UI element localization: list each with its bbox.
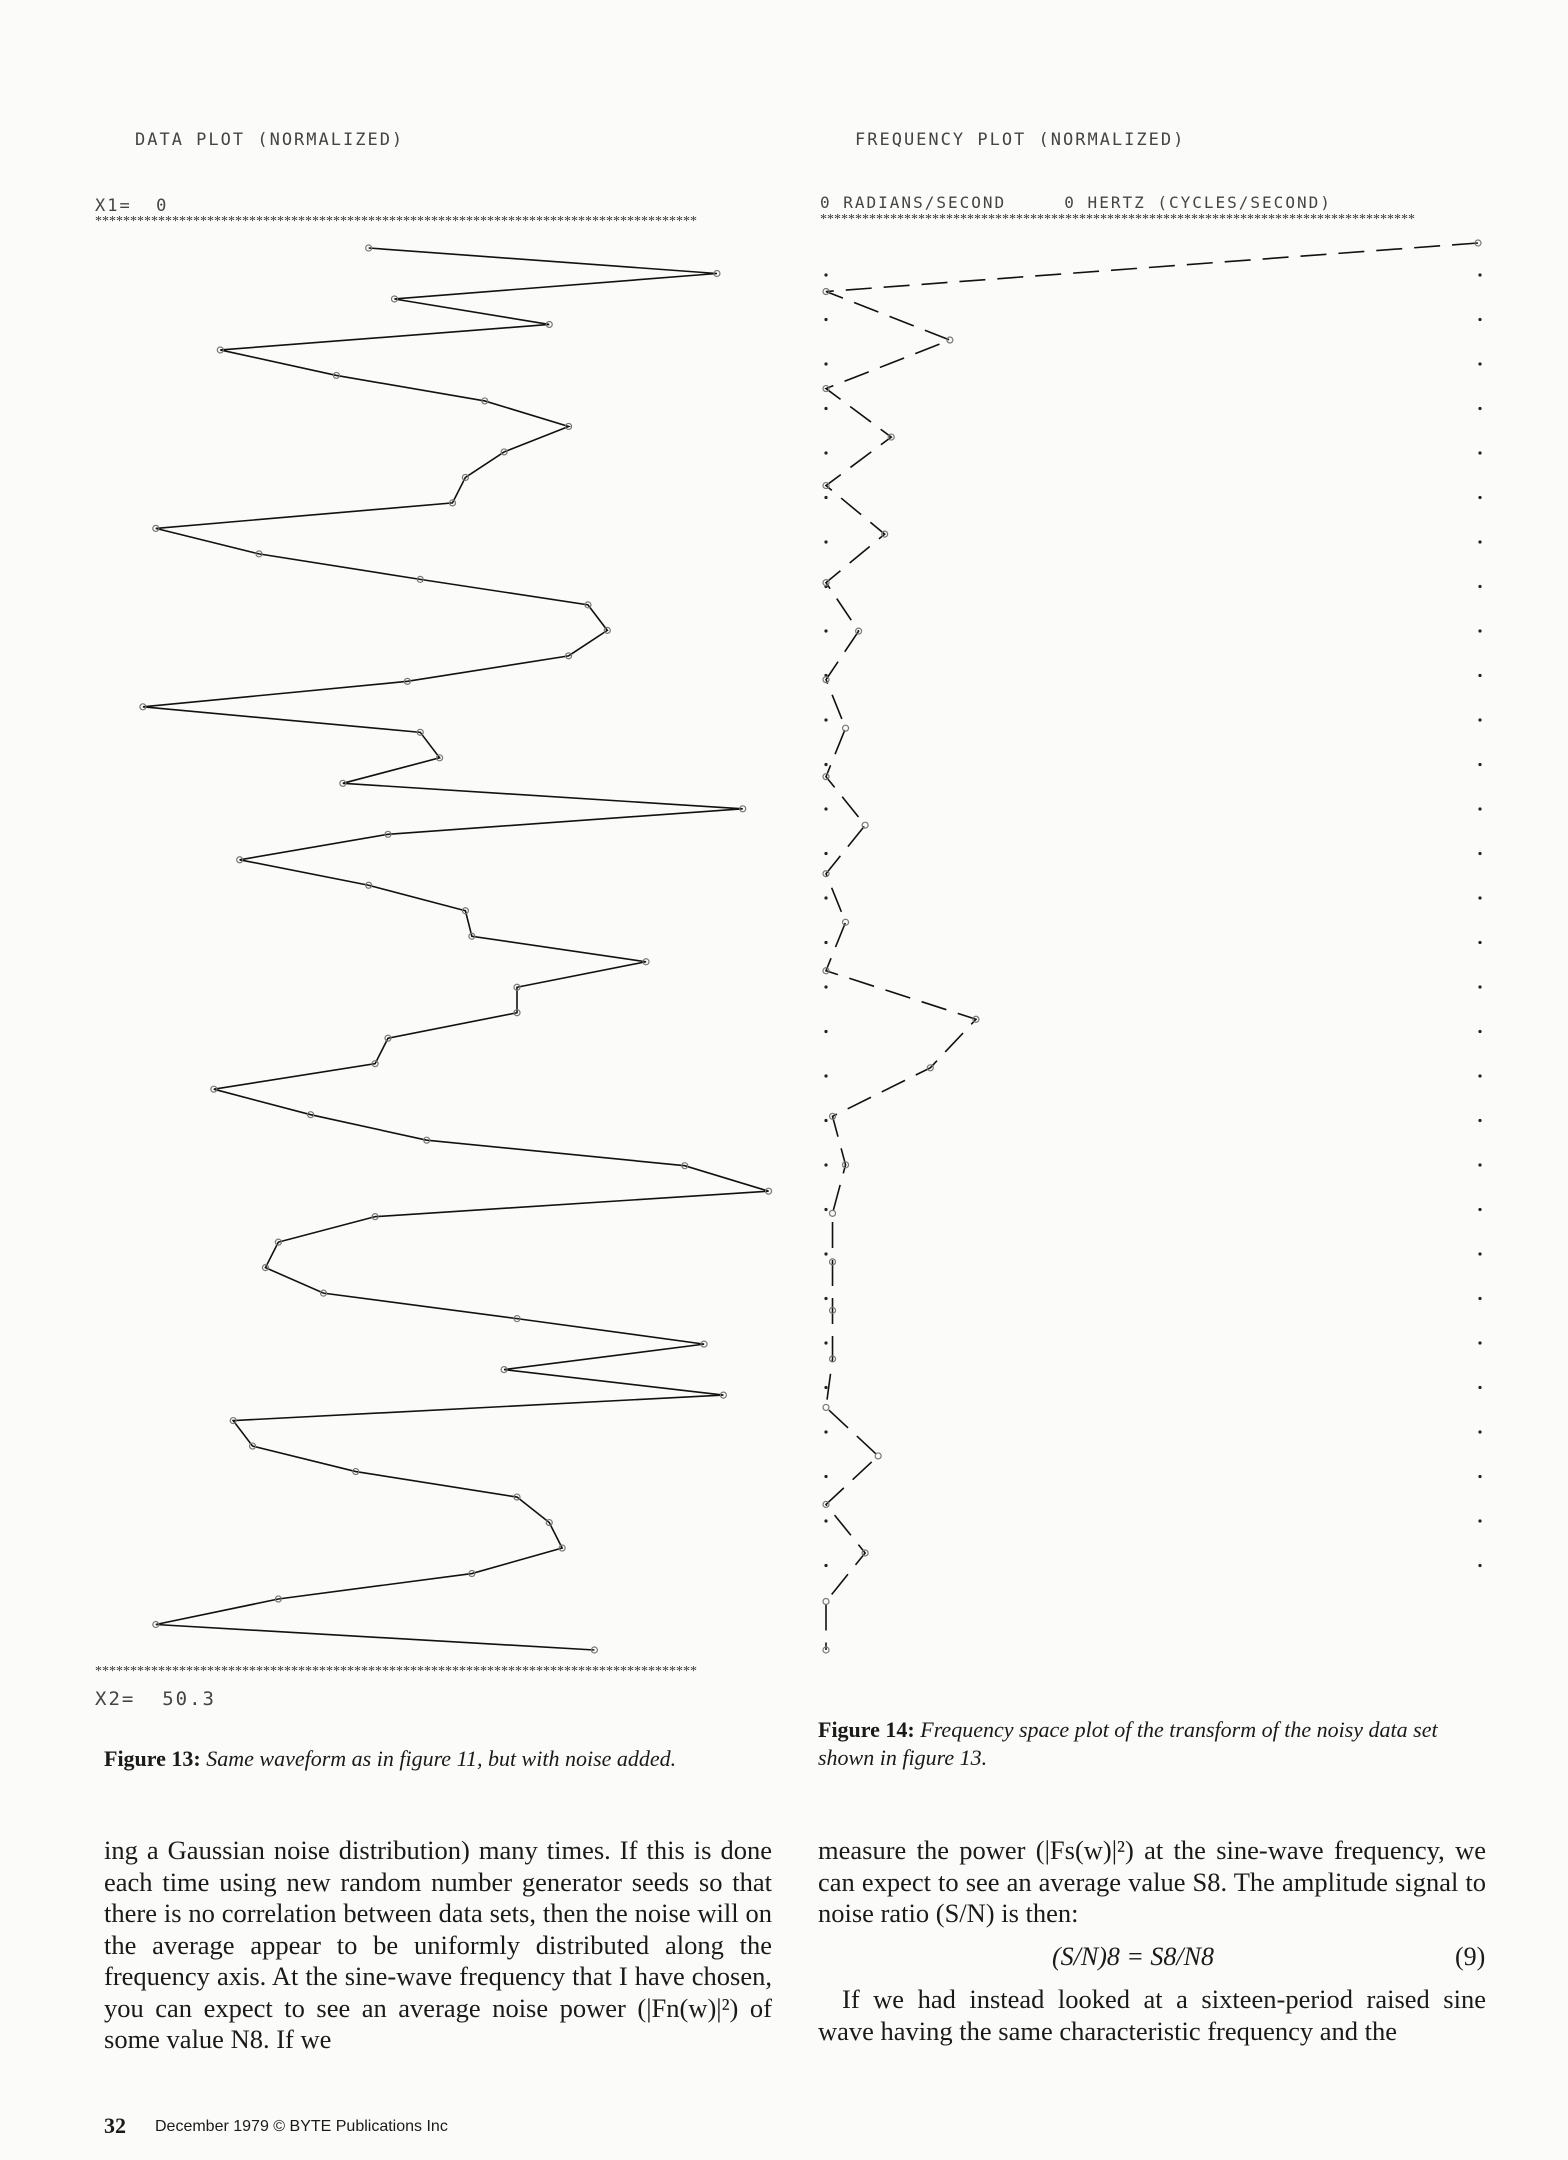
figure14-axis-dot-left <box>824 1163 827 1166</box>
figure14-subtitle: 0 RADIANS/SECOND 0 HERTZ (CYCLES/SECOND) <box>820 193 1332 212</box>
footer-text: December 1979 © BYTE Publications Inc <box>155 2118 448 2135</box>
figure14-axis-dot-left <box>824 1252 827 1255</box>
figure14-point-10 <box>843 725 849 731</box>
figure14-axis-dot-left <box>824 1386 827 1389</box>
right-column-text-2 <box>818 1984 1486 2047</box>
figure14-axis-dot-right <box>1478 807 1481 810</box>
figure14-axis-dot-left <box>824 318 827 321</box>
figure14-axis-dot-left <box>824 540 827 543</box>
figure13-caption-label: Figure 13: <box>104 1746 201 1771</box>
right-paragraph-2: If we had instead looked at a sixteen-period raised sine wave having the same characteristic frequency and the <box>818 1984 1486 2046</box>
figure14-caption <box>818 1716 1488 1772</box>
figure14-axis-dot-right <box>1478 1430 1481 1433</box>
figure14-axis-dot-left <box>824 407 827 410</box>
figure14-axis-dot-right <box>1478 718 1481 721</box>
figure14-axis-dot-right <box>1478 1208 1481 1211</box>
figure14-axis-dot-right <box>1478 1297 1481 1300</box>
figure14-point-24 <box>823 1404 829 1410</box>
figure13-caption <box>104 1745 784 1773</box>
figure14-axis-dot-left <box>824 451 827 454</box>
figure14-axis-dot-right <box>1478 629 1481 632</box>
figure14-axis-dot-left <box>824 496 827 499</box>
figure13-bottom-border: ************************************************************************************** <box>95 1664 697 1679</box>
figure14-axis-dot-left <box>824 852 827 855</box>
figure14-axis-dot-right <box>1478 674 1481 677</box>
figure14-point-20 <box>830 1210 836 1216</box>
right-paragraph-1: measure the power (|Fs(w)|²) at the sine-wave frequency, we can expect to see an average value S8. The amplitude signal to noise ratio (S/N) is then: <box>818 1835 1486 1928</box>
figure14-axis-dot-left <box>824 1119 827 1122</box>
figure14-series-line <box>826 243 1478 1650</box>
figure14-axis-dot-left <box>824 1475 827 1478</box>
figure14-axis-dot-right <box>1478 763 1481 766</box>
figure14-axis-dot-left <box>824 1564 827 1567</box>
figure14-axis-dot-left <box>824 1341 827 1344</box>
figure14-axis-dot-right <box>1478 451 1481 454</box>
figure14-axis-dot-right <box>1478 318 1481 321</box>
figure14-axis-dot-right <box>1478 1341 1481 1344</box>
figure14-axis-dot-right <box>1478 1519 1481 1522</box>
figure14-axis-dot-left <box>824 941 827 944</box>
figure14-caption-label: Figure 14: <box>818 1717 915 1742</box>
figure14-axis-dot-right <box>1478 1030 1481 1033</box>
figure14-axis-dot-right <box>1478 941 1481 944</box>
figure14-axis-dot-right <box>1478 1564 1481 1567</box>
figure14-axis-dot-right <box>1478 1475 1481 1478</box>
page-number: 32 <box>104 2113 126 2138</box>
figure13-caption-text: Same waveform as in figure 11, but with noise added. <box>206 1746 677 1771</box>
figure14-axis-dot-right <box>1478 273 1481 276</box>
figure14-axis-dot-left <box>824 718 827 721</box>
equation-number: (9) <box>1455 1942 1486 1971</box>
figure14-axis-dot-right <box>1478 496 1481 499</box>
figure14-axis-dot-right <box>1478 540 1481 543</box>
figure13-title: DATA PLOT (NORMALIZED) <box>135 130 405 150</box>
figure13-x2-label: X2= 50.3 <box>95 1688 216 1710</box>
figure14-point-28 <box>823 1598 829 1604</box>
figure14-point-12 <box>862 822 868 828</box>
figure14-axis-dot-right <box>1478 362 1481 365</box>
figure14-axis-dot-right <box>1478 985 1481 988</box>
figure14-axis-dot-left <box>824 1519 827 1522</box>
figure13-top-border: ************************************************************************************** <box>95 214 697 229</box>
figure14-axis-dot-right <box>1478 896 1481 899</box>
figure14-axis-dot-left <box>824 807 827 810</box>
figure14-axis-dot-right <box>1478 1252 1481 1255</box>
figure14-axis-dot-right <box>1478 1074 1481 1077</box>
figure14-top-border: ************************************************************************************* <box>820 212 1415 227</box>
figure14-axis-dot-right <box>1478 1163 1481 1166</box>
right-column-text <box>818 1835 1486 1930</box>
figure14-axis-dot-left <box>824 1208 827 1211</box>
figure14-axis-dot-left <box>824 1030 827 1033</box>
left-paragraph: ing a Gaussian noise distribution) many times. If this is done each time using new random number generator seeds so that there is no correlation between data sets, then the noise will on the average appear to be uniformly distributed along the frequency axis. At the sine-wave frequency that I have chosen, you can expect to see an average noise power (|Fn(w)|²) of some value N8. If we <box>104 1835 772 2054</box>
equation-9: (S/N)8 = S8/N8 <box>1052 1942 1214 1971</box>
figure13-series-line <box>143 248 769 1650</box>
figure14-axis-dot-left <box>824 362 827 365</box>
left-column-text <box>104 1835 772 2056</box>
figure14-axis-dot-right <box>1478 1386 1481 1389</box>
figure14-axis-dot-left <box>824 763 827 766</box>
figure14-axis-dot-left <box>824 629 827 632</box>
figure14-axis-dot-right <box>1478 407 1481 410</box>
figure14-axis-dot-left <box>824 896 827 899</box>
figure14-axis-dot-right <box>1478 1119 1481 1122</box>
figure14-axis-dot-left <box>824 273 827 276</box>
figure14-axis-dot-right <box>1478 852 1481 855</box>
figure14-axis-dot-left <box>824 1074 827 1077</box>
figure13-x1-label: X1= 0 <box>95 196 169 216</box>
figure14-axis-dot-left <box>824 1297 827 1300</box>
figure14-axis-dot-left <box>824 985 827 988</box>
figure14-axis-dot-right <box>1478 585 1481 588</box>
figure14-point-25 <box>875 1453 881 1459</box>
figure14-axis-dot-left <box>824 1430 827 1433</box>
figure14-caption-text: Frequency space plot of the transform of the noisy data set shown in figure 13. <box>818 1717 1438 1770</box>
figure14-title: FREQUENCY PLOT (NORMALIZED) <box>855 130 1186 150</box>
